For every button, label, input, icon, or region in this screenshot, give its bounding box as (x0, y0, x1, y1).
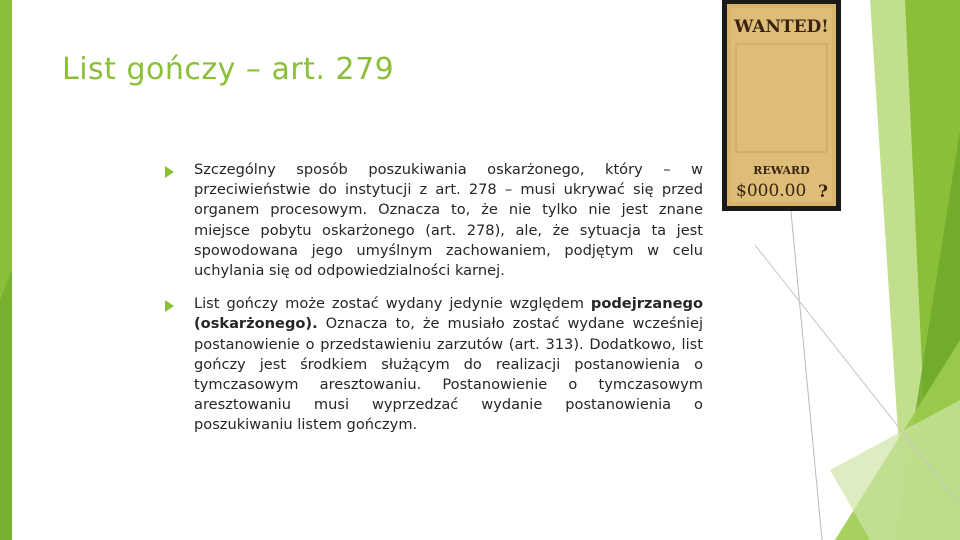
bullet-text-2-bold: podejrzanego (oskarżonego). (194, 295, 703, 333)
wanted-poster-image (722, 0, 841, 211)
bullet-item-1 (163, 160, 703, 281)
bullet-arrow-icon (165, 166, 174, 178)
bullet-text-1: Szczególny sposób poszukiwania oskarżonego, który – w przeciwieństwie do instytucji z art. 278 – musi ukrywać się przed organem procesowym. Oznacza to, że nie tylko nie jest znane miejsce pobytu oskarżonego (art. 278), ale, że sytuacja ta jest spowodowana jego umyślnym zachowaniem, podjętym w celu uchylania się od odpowiedzialności karnej. (194, 161, 703, 280)
bullet-list (163, 160, 703, 449)
bullet-text-2 (194, 294, 703, 435)
bullet-item-2 (163, 294, 703, 435)
bullet-text-2-part-1: List gończy może zostać wydany jedynie względem (194, 295, 591, 313)
poster-reward-label: REWARD (753, 164, 810, 177)
poster-header: WANTED! (734, 17, 829, 37)
poster-reward-amount: $000.00 (736, 181, 807, 201)
left-accent-shade (0, 270, 12, 540)
bullet-text-2-part-2: Oznacza to, że musiało zostać wydane wcześniej postanowienie o przedstawieniu zarzutów (art. 313). Dodatkowo, list gończy jest środkiem służącym do realizacji postanowienia o tymczasowym aresztowaniu. Postanowienie o tymczasowym aresztowaniu musi wyprzedzać wydanie postanowienia o poszukiwaniu listem gończym. (194, 315, 703, 434)
bullet-arrow-icon (165, 300, 174, 312)
slide-title: List gończy – art. 279 (62, 52, 395, 87)
poster-question-mark: ? (818, 182, 828, 202)
